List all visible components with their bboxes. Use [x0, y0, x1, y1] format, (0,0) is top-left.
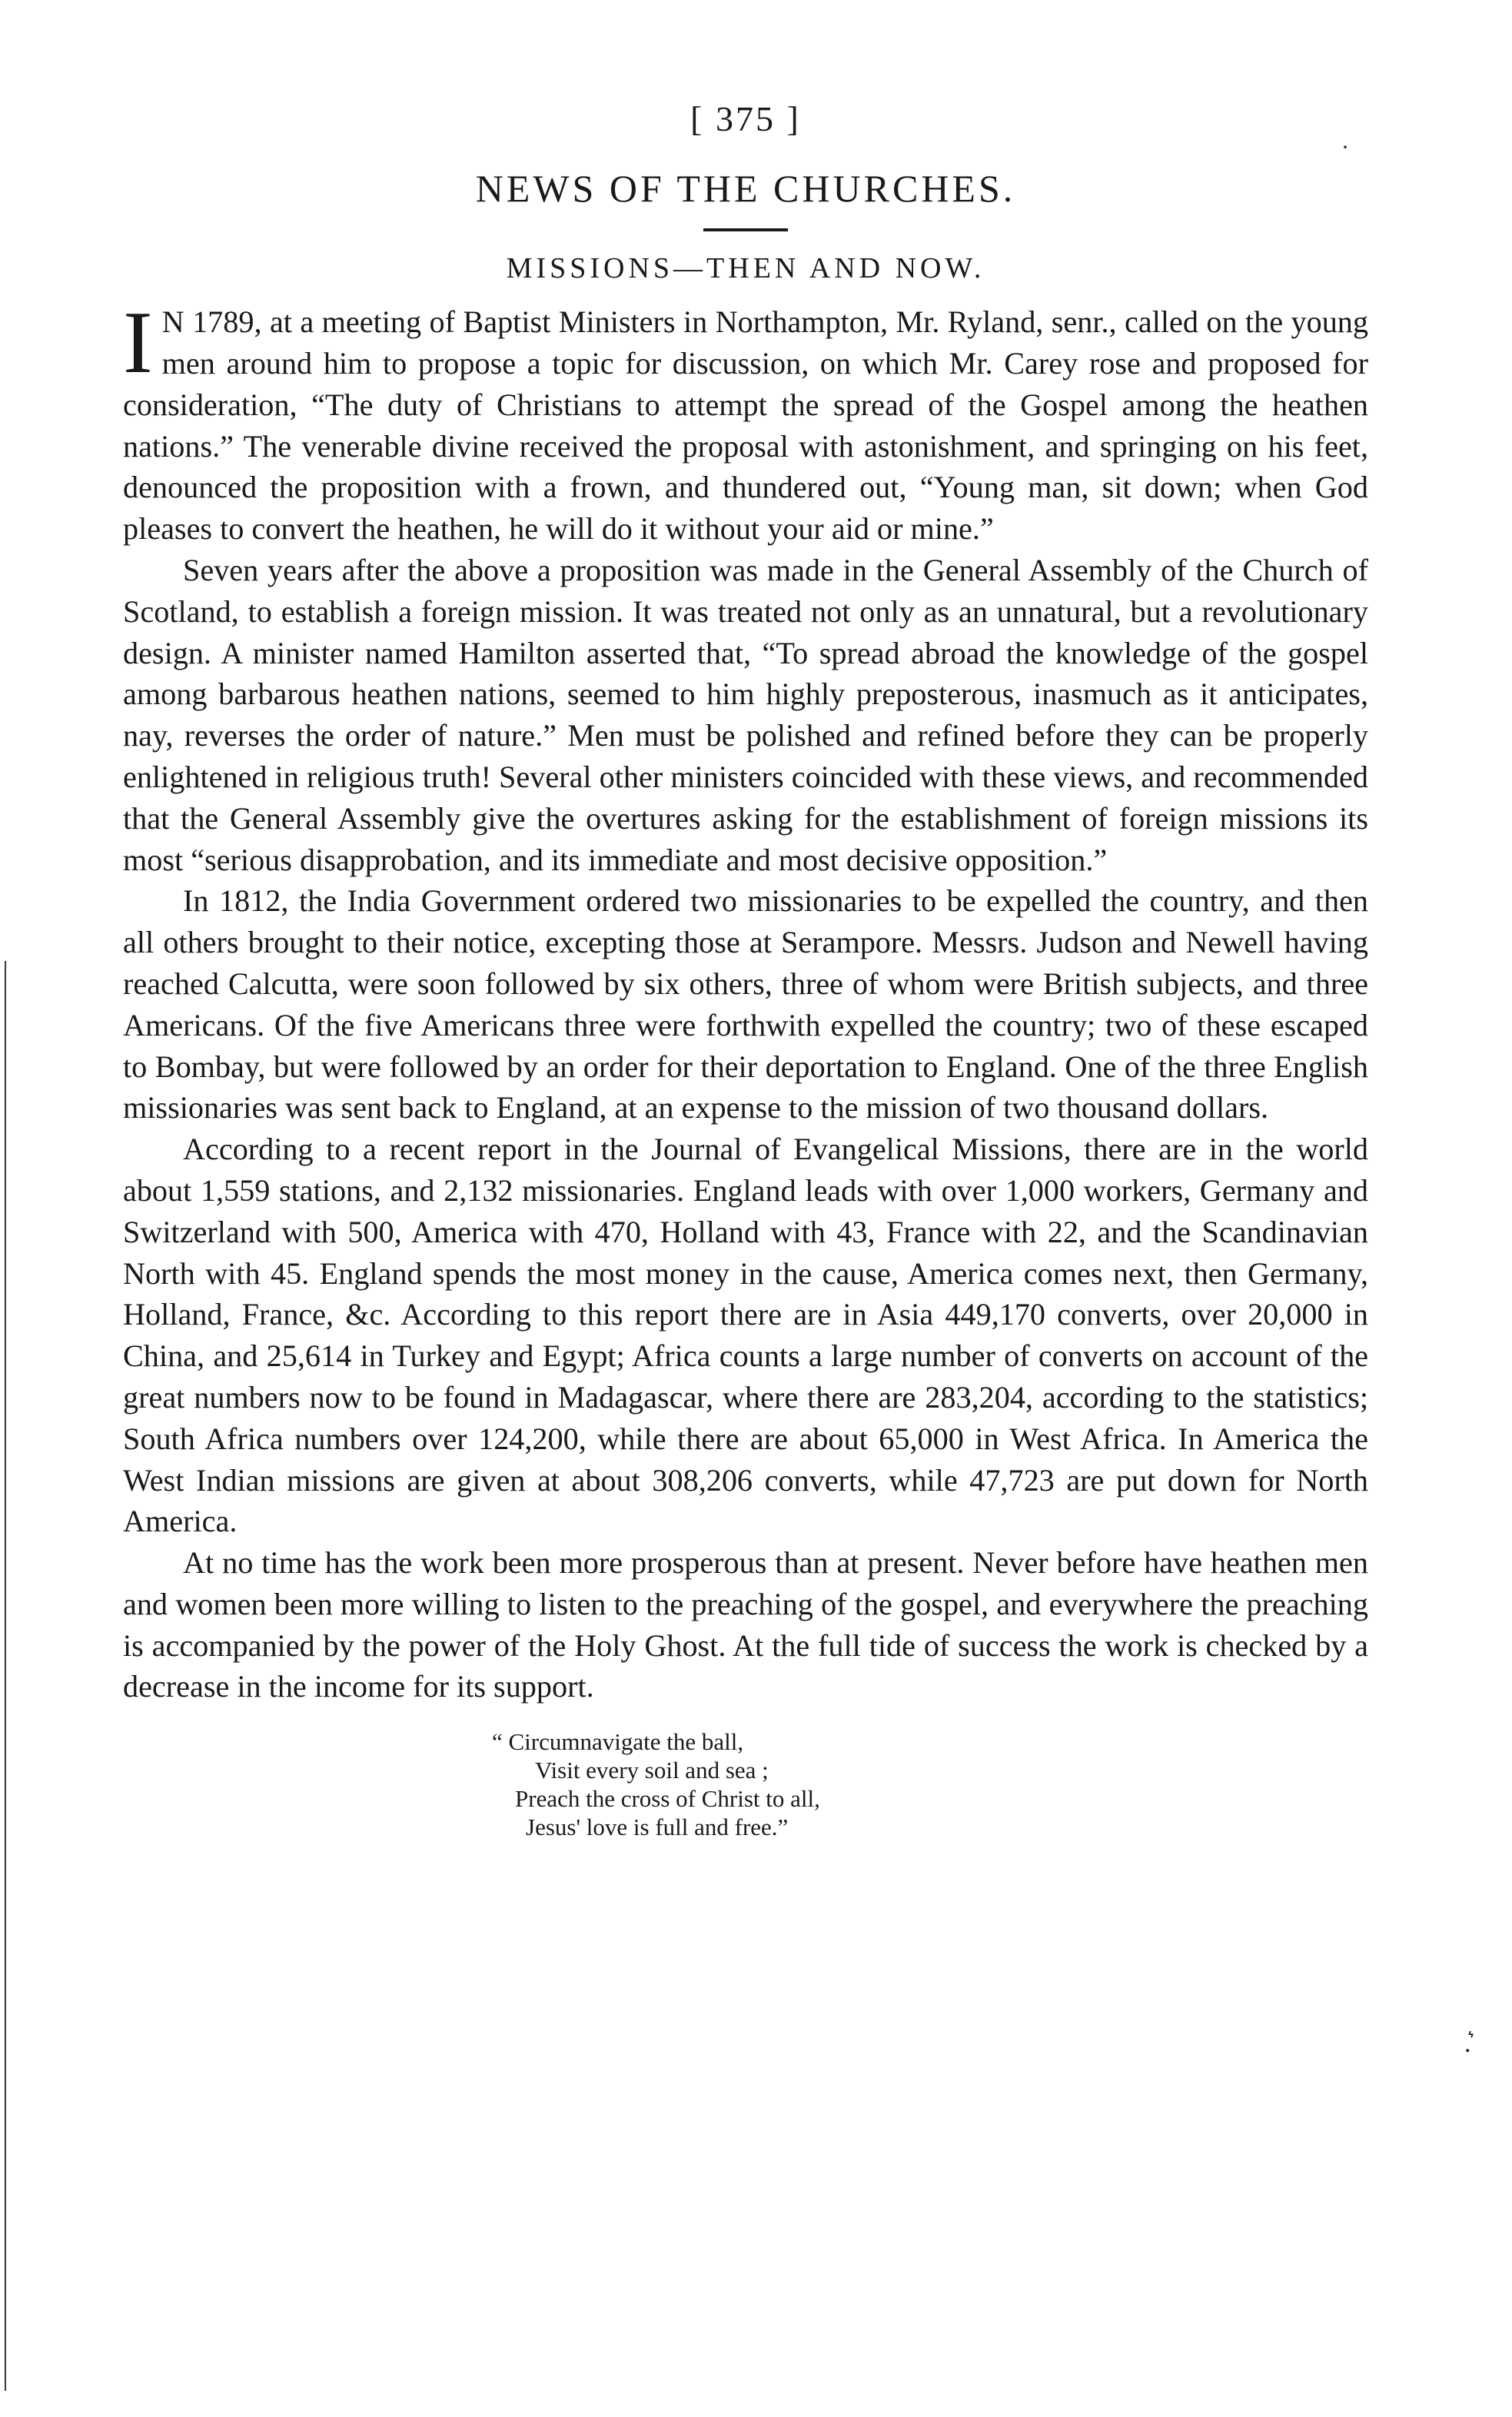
page-body: [123, 100, 1368, 1841]
margin-mark: .͛: [1464, 2030, 1471, 2058]
paragraph-3: In 1812, the India Government ordered two missionaries to be expelled the country, and then all others brought to their notice, excepting those at Serampore. Messrs. Judson and Newell having reached Calcutta, were soon followed by six others, three of whom were British subjects, and three Americans. Of the five Americans three were forthwith expelled the country; two of these escaped to Bombay, but were followed by an order for their deportation to England. One of the three English missionaries was sent back to England, at an expense to the mission of two thousand dollars.: [123, 883, 1368, 1125]
paragraph-4: According to a recent report in the Journal of Evangelical Missions, there are in the world about 1,559 stations, and 2,132 missionaries. England leads with over 1,000 workers, Germany and Switzerland with 500, America with 470, Holland with 43, France with 22, and the Scandinavian North with 45. England spends the most money in the cause, America comes next, then Germany, Holland, France, &c. According to this report there are in Asia 449,170 converts, over 20,000 in China, and 25,614 in Turkey and Egypt; Africa counts a large number of converts on account of the great numbers now to be found in Madagascar, where there are 283,204, according to the statistics; South Africa numbers over 124,200, while there are about 65,000 in West Africa. In America the West Indian missions are given at about 308,206 converts, while 47,723 are put down for North America.: [123, 1132, 1368, 1539]
section-title: NEWS OF THE CHURCHES.: [475, 166, 1016, 210]
paragraph-5: At no time has the work been more prosperous than at present. Never before have heathen men and women been more willing to listen to the preaching of the gospel, and everywhere the preaching is accompanied by the power of the Holy Ghost. At the full tide of success the work is checked by a decrease in the income for its support.: [123, 1545, 1368, 1704]
title-rule: [703, 228, 788, 231]
verse-line-4: Jesus' love is full and free.”: [526, 1814, 789, 1841]
drop-cap: I: [123, 294, 153, 393]
verse-line-1: “ Circumnavigate the ball,: [492, 1728, 744, 1756]
page-number: [ 375 ]: [690, 99, 801, 138]
verse-line-3: Preach the cross of Christ to all,: [515, 1785, 820, 1813]
print-speck: ·: [1341, 135, 1349, 160]
verse-line-2: Visit every soil and sea ;: [535, 1757, 769, 1784]
paragraph-2: Seven years after the above a proposition was made in the General Assembly of the Church of Scotland, to establish a foreign mission. It was treated not only as an unnatural, but a revolutionary design. A minister named Hamilton asserted that, “To spread abroad the knowledge of the gospel among barbarous heathen nations, seemed to him highly preposterous, inasmuch as it anticipates, nay, reverses the order of nature.” Men must be polished and refined before they can be properly enlightened in religious truth! Several other ministers coincided with these views, and recommended that the General Assembly give the overtures asking for the establishment of foreign missions its most “serious disapprobation, and its immediate and most decisive opposition.”: [123, 552, 1368, 877]
article-title: MISSIONS—THEN AND NOW.: [506, 251, 985, 284]
binding-edge-line: [5, 961, 6, 2391]
paragraph-1-text: N 1789, at a meeting of Baptist Ministers in Northampton, Mr. Ryland, senr., called on the young men around him to propose a topic for discussion, on which Mr. Carey rose and proposed for consideration, “The duty of Christians to attempt the spread of the Gospel among the heathen nations.” The venerable divine received the proposal with astonishment, and springing on his feet, denounced the proposition with a frown, and thundered out, “Young man, sit down; when God pleases to convert the heathen, he will do it without your aid or mine.”: [123, 304, 1368, 547]
closing-verse: [492, 1727, 1368, 1841]
paragraph-1: [123, 294, 1368, 550]
